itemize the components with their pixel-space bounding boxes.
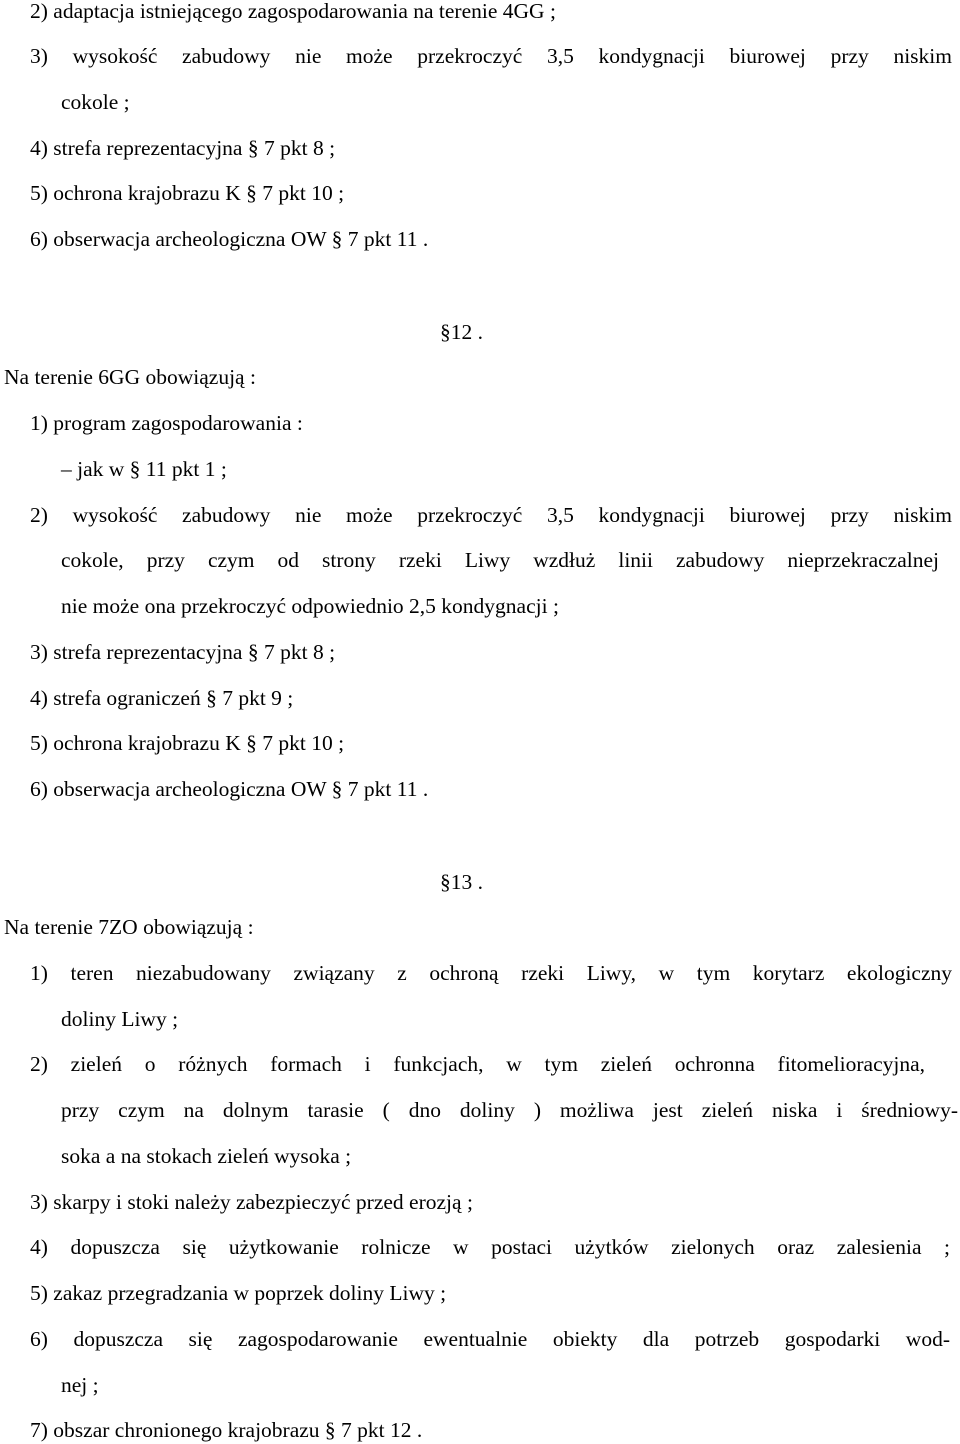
list-item: 3) skarpy i stoki należy zabezpieczyć przed erozją ; bbox=[30, 1190, 473, 1214]
list-item: 6) obserwacja archeologiczna OW § 7 pkt 11 . bbox=[30, 227, 429, 251]
list-item: 5) ochrona krajobrazu K § 7 pkt 10 ; bbox=[30, 181, 345, 205]
list-item: 3) strefa reprezentacyjna § 7 pkt 8 ; bbox=[30, 640, 336, 664]
list-item: 2) adaptacja istniejącego zagospodarowania na terenie 4GG ; bbox=[30, 0, 556, 23]
section-intro: Na terenie 6GG obowiązują : bbox=[4, 365, 256, 389]
section-intro: Na terenie 7ZO obowiązują : bbox=[4, 915, 254, 939]
section-heading: §13 . bbox=[440, 870, 483, 894]
list-item: 1) teren niezabudowany związany z ochroną rzeki Liwy, w tym korytarz ekologiczny bbox=[30, 961, 952, 985]
list-item: 5) zakaz przegradzania w poprzek doliny Liwy ; bbox=[30, 1281, 447, 1305]
list-item: 4) strefa reprezentacyjna § 7 pkt 8 ; bbox=[30, 136, 336, 160]
list-item: 6) obserwacja archeologiczna OW § 7 pkt 11 . bbox=[30, 777, 429, 801]
list-item: 3) wysokość zabudowy nie może przekroczyć 3,5 kondygnacji biurowej przy niskim bbox=[30, 44, 952, 68]
list-item: 1) program zagospodarowania : bbox=[30, 411, 303, 435]
list-item: 2) zieleń o różnych formach i funkcjach, w tym zieleń ochronna fitomelioracyjna, bbox=[30, 1052, 925, 1076]
list-item-continuation: nie może ona przekroczyć odpowiednio 2,5 kondygnacji ; bbox=[61, 594, 559, 618]
list-item-continuation: cokole, przy czym od strony rzeki Liwy wzdłuż linii zabudowy nieprzekraczalnej bbox=[61, 548, 939, 572]
list-item-continuation: przy czym na dolnym tarasie ( dno doliny ) możliwa jest zieleń niska i średniowy- bbox=[61, 1098, 958, 1122]
list-item-continuation: cokole ; bbox=[61, 90, 130, 114]
list-item: 4) strefa ograniczeń § 7 pkt 9 ; bbox=[30, 686, 294, 710]
list-item: 2) wysokość zabudowy nie może przekroczyć 3,5 kondygnacji biurowej przy niskim bbox=[30, 503, 952, 527]
list-item-continuation: doliny Liwy ; bbox=[61, 1007, 179, 1031]
list-item-continuation: soka a na stokach zieleń wysoka ; bbox=[61, 1144, 352, 1168]
list-item: 6) dopuszcza się zagospodarowanie ewentualnie obiekty dla potrzeb gospodarki wod- bbox=[30, 1327, 950, 1351]
list-item: 5) ochrona krajobrazu K § 7 pkt 10 ; bbox=[30, 731, 345, 755]
sub-list-item: – jak w § 11 pkt 1 ; bbox=[61, 457, 227, 481]
section-heading: §12 . bbox=[440, 320, 483, 344]
list-item: 7) obszar chronionego krajobrazu § 7 pkt 12 . bbox=[30, 1418, 423, 1442]
list-item: 4) dopuszcza się użytkowanie rolnicze w postaci użytków zielonych oraz zalesienia ; bbox=[30, 1235, 950, 1259]
list-item-continuation: nej ; bbox=[61, 1373, 99, 1397]
